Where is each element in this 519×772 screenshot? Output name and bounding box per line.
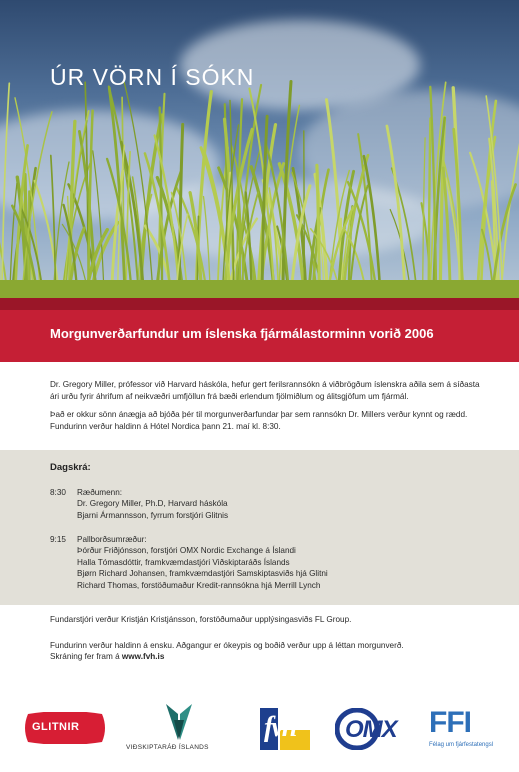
glitnir-logo: [24, 712, 106, 749]
footer-notes: [50, 640, 490, 663]
vi-logo: [124, 700, 234, 756]
fvh-wordmark: fvh: [264, 712, 296, 743]
vi-emblem: [124, 700, 234, 744]
agenda-heading: Ræðumenn:: [77, 488, 123, 497]
ffi-logo: [425, 706, 505, 754]
agenda-line: Bjarni Ármannsson, fyrrum forstjóri Glitnis: [77, 510, 229, 520]
vi-wordmark: VIÐSKIPTARÁÐ ÍSLANDS: [126, 744, 209, 751]
agenda-time: 9:15: [50, 535, 66, 544]
intro-paragraph: Dr. Gregory Miller, prófessor við Harvard háskóla, hefur gert ferilsrannsókn á viðbrögðum íslenskra aðila sem á síðasta ári urðu fyrir áhrifum af neikvæðri umfjöllun frá bæði erlendum fjölmiðlum og álitsgjöfum um fjármál.: [50, 380, 480, 401]
registration-line: [50, 651, 490, 662]
omx-wordmark: OMX: [345, 716, 397, 743]
intro-paragraph: Það er okkur sönn ánægja að bjóða þér til morgunverðarfundar þar sem rannsókn Dr. Millers verður kynnt og rædd. Fundurinn verður haldinn á Hótel Nordica þann 21. maí kl. 8:30.: [50, 410, 468, 431]
sponsor-logos: [0, 700, 519, 760]
glitnir-wordmark: GLITNIR: [32, 721, 80, 733]
grass-blade: [2, 83, 9, 290]
grass-base: [0, 280, 519, 298]
agenda-line: Dr. Gregory Miller, Ph.D, Harvard háskóla: [77, 499, 228, 509]
grass-blade: [387, 126, 405, 290]
fvh-logo: [258, 706, 312, 752]
agenda-line: Halla Tómasdóttir, framkvæmdastjóri Viðskiptaráðs Íslands: [77, 557, 290, 567]
registration-link[interactable]: www.fvh.is: [121, 652, 165, 662]
footer-note: Fundurinn verður haldinn á ensku. Aðgangur er ókeypis og boðið verður upp á léttan morgunverð.: [50, 641, 404, 650]
agenda-heading: Pallborðsumræður:: [77, 535, 147, 544]
grass-blade: [350, 186, 368, 290]
agenda-time: 8:30: [50, 488, 66, 497]
banner-subtitle: Morgunverðarfundur um íslenska fjármálastorminn vorið 2006: [50, 326, 434, 341]
ffi-wordmark: FFI: [429, 706, 471, 739]
agenda-title: Dagskrá:: [50, 462, 91, 473]
intro-text: [50, 379, 490, 439]
grass-blade: [179, 124, 183, 290]
agenda-line: Richard Thomas, forstöðumaður Kredit-rannsókna hjá Merrill Lynch: [77, 580, 321, 590]
agenda-line: Bjørn Richard Johansen, framkvæmdastjóri Samskiptasviðs hjá Glitni: [77, 569, 328, 579]
registration-label: Skráning fer fram á: [50, 652, 122, 662]
grass-blade: [423, 138, 425, 290]
grass-illustration: [0, 0, 519, 298]
page-title: ÚR VÖRN Í SÓKN: [50, 64, 255, 90]
banner-shadow: [0, 298, 519, 310]
ffi-subtitle: Félag um fjárfestatengsl: [429, 742, 494, 748]
agenda-line: Þórður Friðjónsson, forstjóri OMX Nordic Exchange á Íslandi: [77, 546, 296, 556]
hero-image: [0, 0, 519, 298]
omx-logo: [335, 708, 407, 750]
moderator-text: Fundarstjóri verður Kristján Kristjánsson, forstöðumaður upplýsingasviðs FL Group.: [50, 615, 352, 624]
